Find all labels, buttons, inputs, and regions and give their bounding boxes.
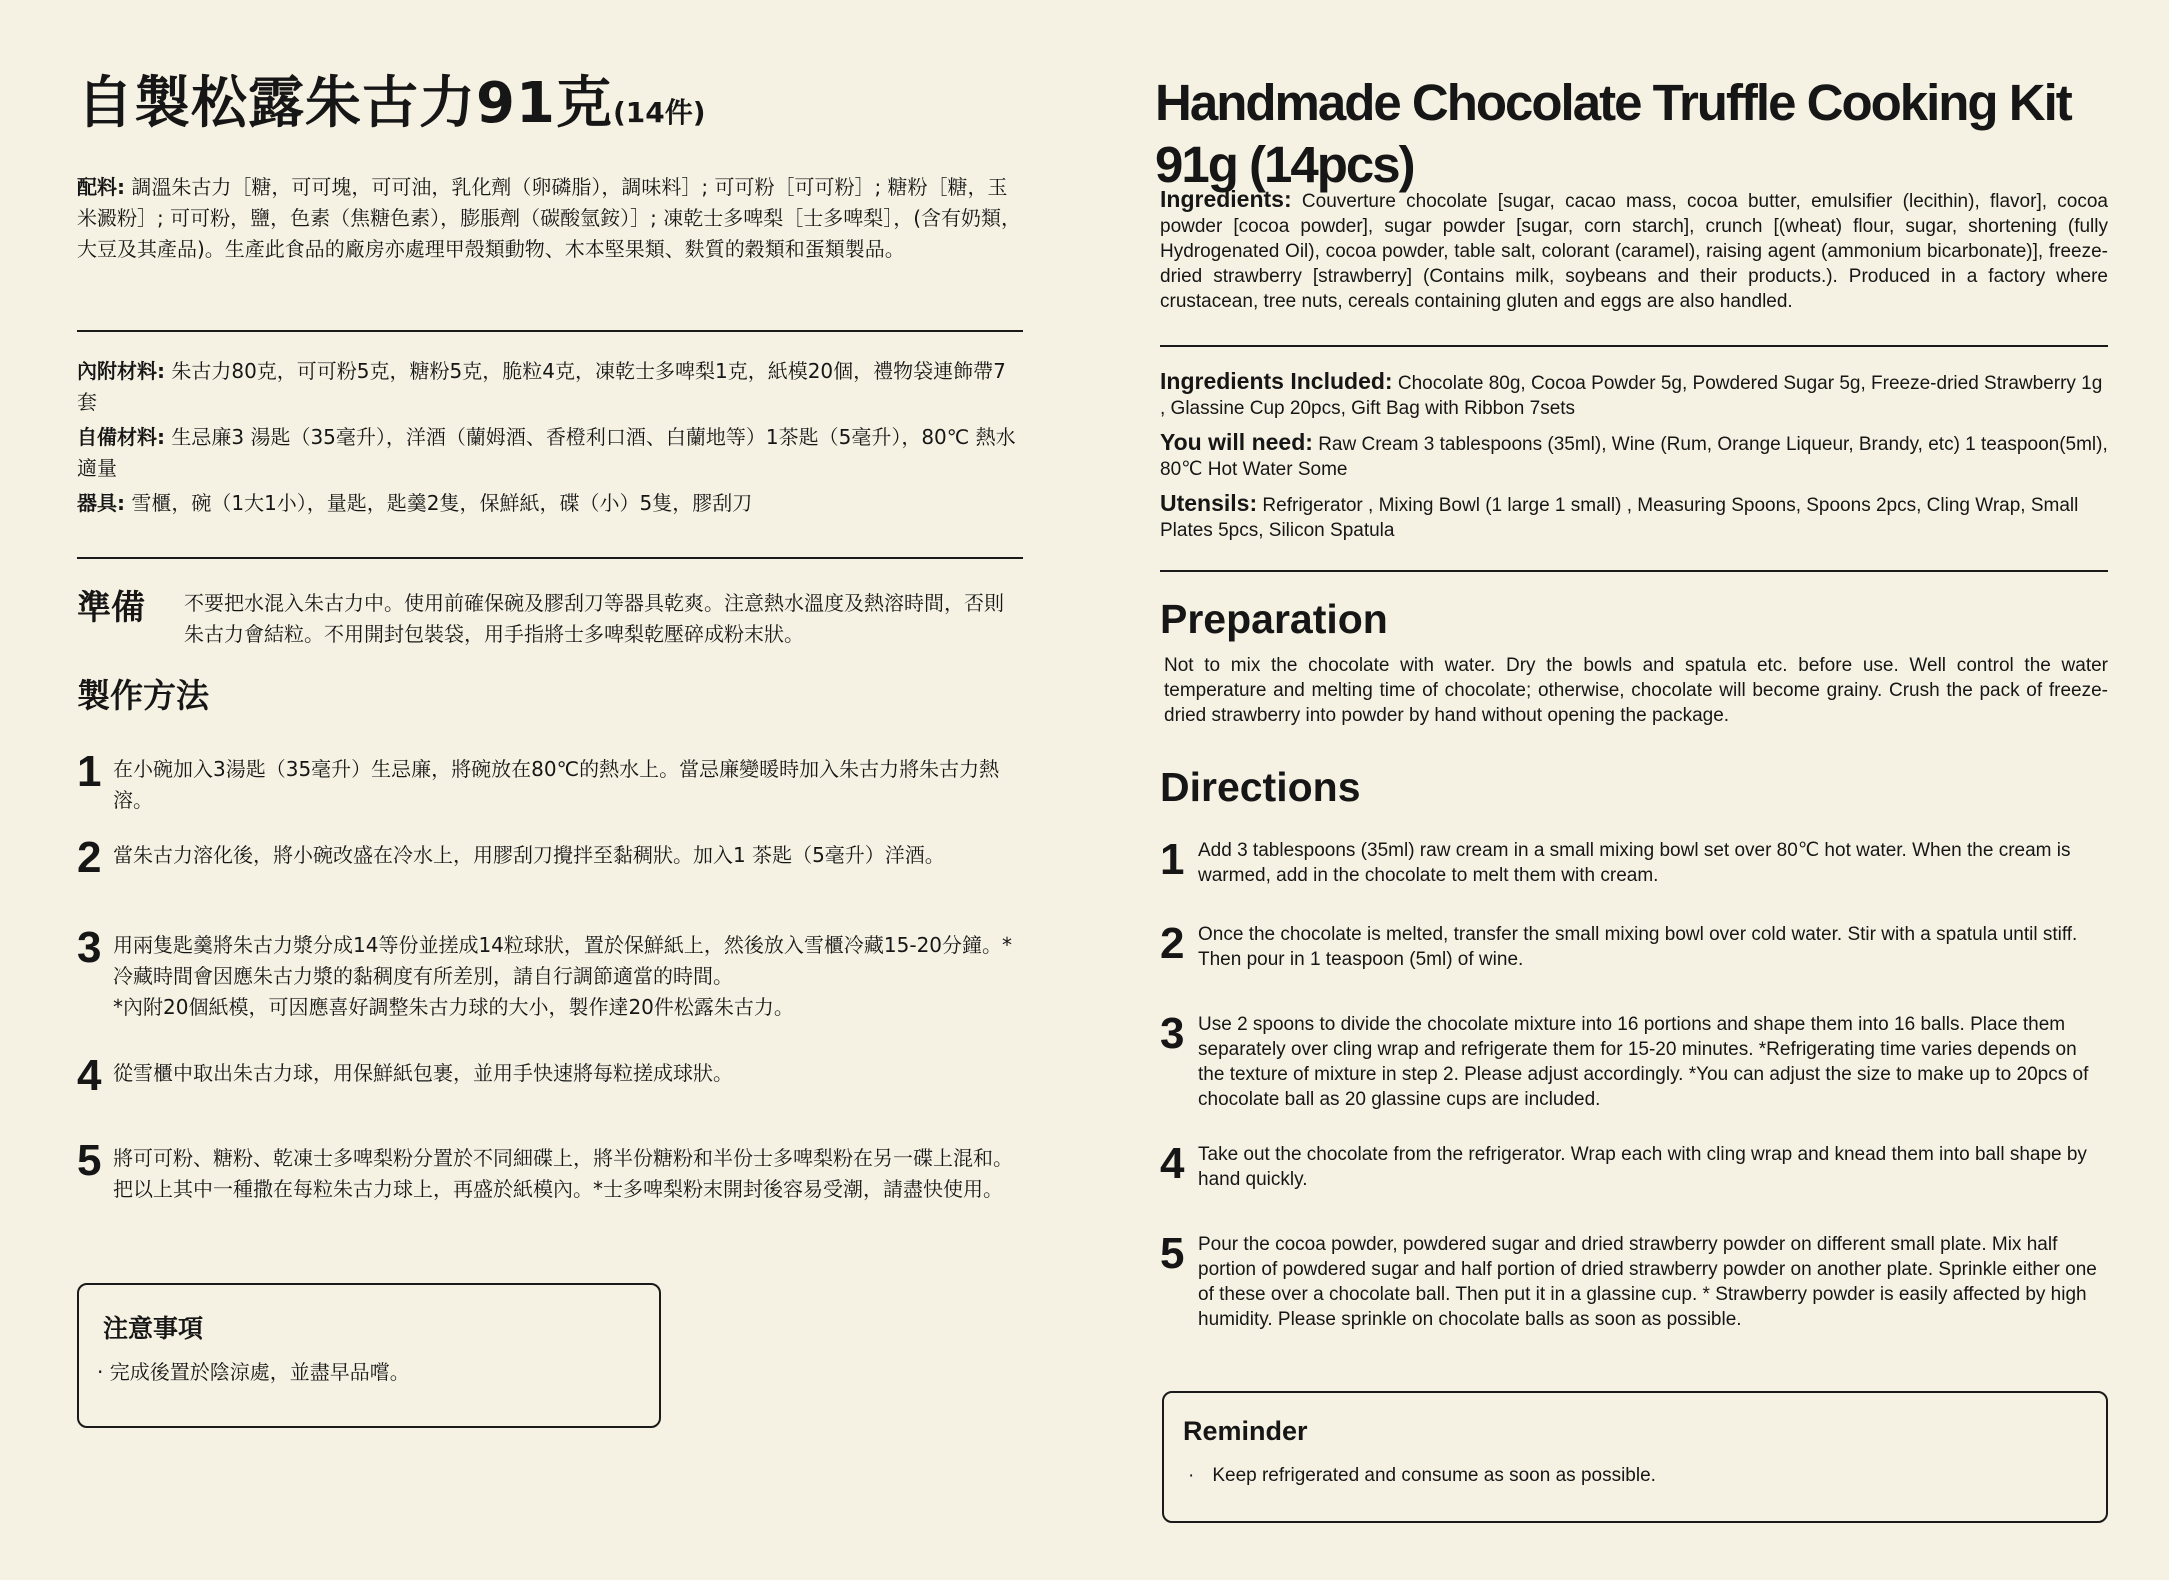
step-number: 4 [77, 1051, 102, 1100]
reminder-box-english [1162, 1391, 2108, 1523]
divider [1160, 570, 2108, 572]
step-text: Add 3 tablespoons (35ml) raw cream in a small mixing bowl set over 80℃ hot water. When the cream is warmed, add in the chocolate to melt them with cream. [1198, 840, 2071, 886]
step-text: Once the chocolate is melted, transfer the small mixing bowl over cold water. Stir with a spatula until stiff. Then pour in 1 teaspoon (5ml) of wine. [1198, 924, 2078, 970]
directions-heading-english: Directions [1160, 764, 1361, 810]
you-need-label: You will need: [1160, 429, 1313, 455]
you-need-label: 自備材料: [77, 425, 165, 449]
step-text: Take out the chocolate from the refrigerator. Wrap each with cling wrap and knead them into ball shape by hand quickly. [1198, 1144, 2087, 1190]
page-title-english: Handmade Chocolate Truffle Cooking Kit 91g (14pcs) [1155, 74, 2071, 193]
you-need-text: Raw Cream 3 tablespoons (35ml), Wine (Rum, Orange Liqueur, Brandy, etc) 1 teaspoon(5ml), 80℃ Hot Water Some [1160, 434, 2108, 480]
step-number: 2 [77, 833, 102, 882]
utensils-text: Refrigerator , Mixing Bowl (1 large 1 small) , Measuring Spoons, Spoons 2pcs, Cling Wrap, Small Plates 5pcs, Silicon Spatula [1160, 495, 2079, 541]
ingredients-label: Ingredients: [1160, 186, 1292, 212]
step-number: 1 [77, 747, 102, 796]
you-need-paragraph-chinese [77, 422, 1023, 484]
step-text: 將可可粉、糖粉、乾凍士多啤梨粉分置於不同細碟上，將半份糖粉和半份士多啤梨粉在另一碟上混和。把以上其中一種撒在每粒朱古力球上，再盛於紙模內。*士多啤梨粉末開封後容易受潮，請盡快使用。 [113, 1146, 1013, 1201]
ingredients-label: 配料: [77, 175, 125, 199]
reminder-title-chinese: 注意事項 [103, 1314, 204, 1343]
title-main: 自製松露朱古力91克 [77, 71, 613, 136]
directions-heading-chinese: 製作方法 [77, 676, 209, 715]
you-need-paragraph-english [1160, 430, 2108, 482]
step-number: 2 [1160, 919, 1185, 968]
preparation-heading-english: Preparation [1160, 596, 1388, 642]
preparation-text-chinese: 不要把水混入朱古力中。使用前確保碗及膠刮刀等器具乾爽。注意熱水溫度及熱溶時間，否則朱古力會結粒。不用開封包裝袋，用手指將士多啤梨乾壓碎成粉末狀。 [184, 591, 1004, 646]
utensils-paragraph-english [1160, 491, 2108, 543]
preparation-text-english: Not to mix the chocolate with water. Dry the bowls and spatula etc. before use. Well control the water temperature and melting time of chocolate; otherwise, chocolate will become grainy. Crush the pack of freeze-dried strawberry into powder by hand without opening the package. [1164, 655, 2108, 726]
you-need-text: 生忌廉3 湯匙（35毫升），洋酒（蘭姆酒、香橙利口酒、白蘭地等）1茶匙（5毫升），80℃ 熱水 適量 [77, 425, 1016, 480]
step-text: 在小碗加入3湯匙（35毫升）生忌廉，將碗放在80℃的熱水上。當忌廉變暖時加入朱古力將朱古力熱溶。 [113, 757, 1000, 812]
preparation-heading-chinese: 準備 [77, 588, 145, 628]
reminder-item-text: Keep refrigerated and consume as soon as possible. [1212, 1465, 1656, 1486]
step-number: 1 [1160, 835, 1185, 884]
step-text: Pour the cocoa powder, powdered sugar and dried strawberry powder on different small plate. Mix half portion of powdered sugar and half portion of dried strawberry powder on another plate. Sprinkle either one of these over a chocolate ball. Then put it in a glassine cup. * Strawberry powder is easily affected by high humidity. Please sprinkle on chocolate balls as soon as possible. [1198, 1234, 2097, 1330]
included-paragraph-chinese [77, 356, 1023, 418]
step-text: 用兩隻匙羹將朱古力漿分成14等份並搓成14粒球狀，置於保鮮紙上，然後放入雪櫃冷藏15-20分鐘。*冷藏時間會因應朱古力漿的黏稠度有所差別，請自行調節適當的時間。 *內附20個紙模，可因應喜好調整朱古力球的大小，製作達20件松露朱古力。 [113, 933, 1013, 1019]
ingredients-paragraph-chinese [77, 172, 1023, 265]
included-label: Ingredients Included: [1160, 368, 1393, 394]
ingredients-text: Couverture chocolate [sugar, cacao mass, cocoa butter, emulsifier (lecithin), flavor], cocoa powder [cocoa powder], sugar powder [sugar, corn starch], crunch [(wheat) flour, sugar, shortening (fully Hydrogenated Oil), cocoa powder, table salt, colorant (caramel), raising agent (ammonium bicarbonate)], freeze-dried strawberry [strawberry] (Contains milk, soybeans and their products.). Produced in a factory where crustacean, tree nuts, cereals containing gluten and eggs are also handled. [1160, 191, 2108, 312]
included-label: 內附材料: [77, 359, 165, 383]
reminder-item-chinese: · 完成後置於陰涼處，並盡早品嚐。 [97, 1360, 410, 1384]
step-text: 從雪櫃中取出朱古力球，用保鮮紙包裹，並用手快速將每粒搓成球狀。 [113, 1061, 733, 1085]
utensils-label: Utensils: [1160, 490, 1258, 516]
included-paragraph-english [1160, 369, 2108, 421]
reminder-item-english [1188, 1463, 1656, 1489]
bullet-icon: · [1188, 1465, 1195, 1486]
step-number: 4 [1160, 1139, 1185, 1188]
utensils-label: 器具: [77, 491, 125, 515]
step-text: Use 2 spoons to divide the chocolate mixture into 16 portions and shape them into 16 balls. Place them separately over cling wrap and refrigerate them for 15-20 minutes. *Refrigerating time varies depends on the texture of mixture in step 2. Please adjust accordingly. *You can adjust the size to make up to 20pcs of chocolate ball as 20 glassine cups are included. [1198, 1014, 2089, 1110]
divider [77, 330, 1023, 332]
reminder-box-chinese [77, 1283, 661, 1428]
reminder-title-english: Reminder [1183, 1416, 1308, 1446]
included-text: Chocolate 80g, Cocoa Powder 5g, Powdered Sugar 5g, Freeze-dried Strawberry 1g , Glassine Cup 20pcs, Gift Bag with Ribbon 7sets [1160, 373, 2103, 419]
ingredients-text: 調溫朱古力［糖，可可塊，可可油，乳化劑（卵磷脂），調味料］; 可可粉［可可粉］; 糖粉［糖，玉米澱粉］; 可可粉，鹽，色素（焦糖色素），膨脹劑（碳酸氫銨）］; 凍乾士多啤梨［士多啤梨］，(含有奶類，大豆及其產品)。生產此食品的廠房亦處理甲殼類動物、木本堅果類、麩質的穀類和蛋類製品。 [77, 175, 1021, 261]
divider [1160, 345, 2108, 347]
utensils-paragraph-chinese [77, 488, 1023, 519]
step-number: 5 [1160, 1229, 1185, 1278]
step-number: 3 [77, 923, 102, 972]
page-title-chinese [77, 68, 706, 149]
included-text: 朱古力80克，可可粉5克，糖粉5克，脆粒4克，凍乾士多啤梨1克，紙模20個，禮物袋連飾帶7套 [77, 359, 1006, 414]
ingredients-paragraph-english [1160, 187, 2108, 314]
step-number: 5 [77, 1136, 102, 1185]
utensils-text: 雪櫃，碗（1大1小），量匙，匙羹2隻，保鮮紙，碟（小）5隻，膠刮刀 [125, 491, 753, 515]
title-suffix: (14件) [612, 96, 706, 129]
divider [77, 557, 1023, 559]
step-text: 當朱古力溶化後，將小碗改盛在冷水上，用膠刮刀攪拌至黏稠狀。加入1 茶匙（5毫升）洋酒。 [113, 843, 945, 867]
step-number: 3 [1160, 1009, 1185, 1058]
